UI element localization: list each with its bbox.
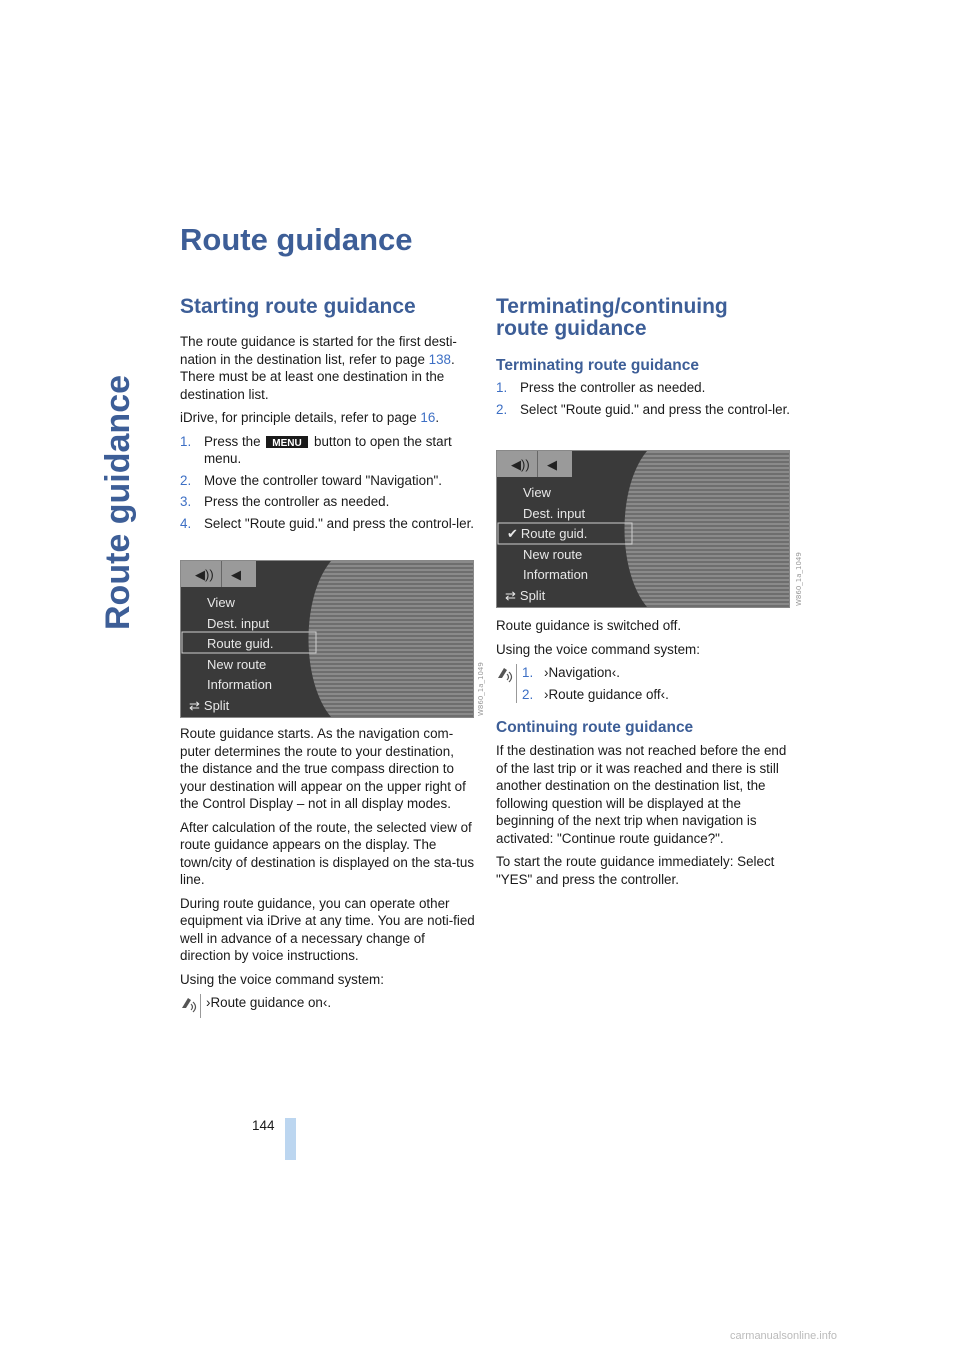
list-item: 4. Select "Route guid." and press the control-ler. (180, 515, 475, 531)
menu-item-view[interactable]: View (523, 485, 551, 500)
right-column-top (496, 379, 792, 424)
menu-item-route-guid[interactable]: Route guid. (207, 636, 274, 651)
menu-list (189, 593, 274, 716)
volume-icon: ◀)) (195, 567, 214, 582)
menu-item-dest-input[interactable]: Dest. input (207, 615, 270, 631)
menu-item-view[interactable]: View (207, 595, 235, 610)
svg-text:MENU: MENU (272, 437, 303, 448)
paragraph: Route guidance is switched off. (496, 618, 682, 633)
right-column-middle (496, 617, 792, 707)
control-display-screenshot-terminate (496, 450, 790, 608)
page-link-138[interactable]: 138 (428, 351, 451, 367)
voice-command-icon (180, 994, 198, 1014)
start-steps-list (180, 433, 476, 533)
right-column-lower (496, 742, 792, 894)
intro-paragraph: The route guidance is started for the first desti-nation in the destination list, refer to page 138. There must be at least one destination in the destination list. (180, 334, 457, 402)
page-title: Route guidance (180, 222, 413, 257)
split-icon: ⇄ (505, 587, 516, 603)
paragraph: During route guidance, you can operate other equipment via iDrive at any time. You are noti-fied well in advance of a necessary change of direction by voice instructions. (180, 895, 475, 963)
control-display-screenshot-start (180, 560, 474, 718)
left-column (180, 333, 476, 538)
voice-command-box (496, 664, 792, 703)
speaker-icon: ◀ (547, 457, 557, 472)
list-item: 1. ›Navigation‹. (522, 665, 620, 680)
page-tab-bar (285, 1118, 296, 1160)
menu-list (505, 483, 589, 606)
list-item: 1. Press the controller as needed. (496, 380, 706, 395)
speaker-icon: ◀ (231, 567, 241, 582)
terminate-steps-list (496, 379, 792, 418)
paragraph: Route guidance starts. As the navigation com-puter determines the route to your destination, the distance and the true compass direction to your destination will appear on the upper right of the Control Display – not in all display modes. (180, 726, 466, 811)
image-code: W860_1a_1049 (795, 552, 803, 606)
menu-item-split[interactable]: ⇄ Split (189, 697, 230, 713)
menu-item-information[interactable]: Information (207, 677, 273, 692)
section-heading-terminating: Terminating/continuing route guidance (496, 295, 728, 340)
menu-item-route-guid[interactable]: ✔ Route guid. (507, 526, 588, 541)
paragraph: To start the route guidance immediately: Select "YES" and press the controller. (496, 854, 775, 887)
side-chapter-title: Route guidance (99, 374, 137, 630)
voice-command-box: ›Route guidance on‹. (180, 994, 476, 1018)
footer-watermark: carmanualsonline.info (730, 1330, 838, 1342)
paragraph: If the destination was not reached before the end of the last trip or it was reached and there is still another destination on the destination list, the following question will be displayed at the beginning of the next trip when navigation is activated: "Continue route guidance?". (496, 743, 787, 846)
list-item: 2. Select "Route guid." and press the control-ler. (496, 401, 791, 417)
subheading-continuing: Continuing route guidance (496, 719, 694, 736)
volume-icon: ◀)) (511, 457, 530, 472)
voice-command-list (522, 664, 792, 703)
menu-button-icon (266, 436, 308, 448)
menu-item-new-route[interactable]: New route (207, 656, 267, 672)
voice-intro: Using the voice command system: (180, 971, 384, 987)
menu-item-dest-input[interactable]: Dest. input (523, 505, 586, 521)
page-number: 144 (252, 1118, 275, 1133)
list-item: 1. Press the MENU button to open the start menu. (180, 433, 452, 466)
split-icon: ⇄ (189, 697, 200, 713)
menu-item-new-route[interactable]: New route (523, 546, 583, 562)
section-heading-starting: Starting route guidance (180, 295, 416, 318)
idrive-paragraph: iDrive, for principle details, refer to page 16. (180, 410, 440, 425)
subheading-terminating: Terminating route guidance (496, 357, 699, 374)
menu-item-information[interactable]: Information (523, 567, 589, 582)
page-link-16[interactable]: 16 (420, 410, 436, 425)
menu-item-split[interactable]: ⇄ Split (505, 587, 546, 603)
list-item: 2. Move the controller toward "Navigation". (180, 472, 443, 488)
list-item: 3. Press the controller as needed. (180, 494, 390, 509)
left-column-lower (180, 725, 476, 1018)
voice-command-icon (496, 664, 514, 684)
voice-intro: Using the voice command system: (496, 641, 700, 657)
list-item: 2. ›Route guidance off‹. (522, 686, 669, 702)
paragraph: After calculation of the route, the selected view of route guidance appears on the display. The town/city of destination is displayed on the sta-tus line. (180, 819, 475, 887)
checkmark-icon: ✔ (507, 526, 518, 541)
image-code: W860_1a_1049 (477, 662, 485, 716)
